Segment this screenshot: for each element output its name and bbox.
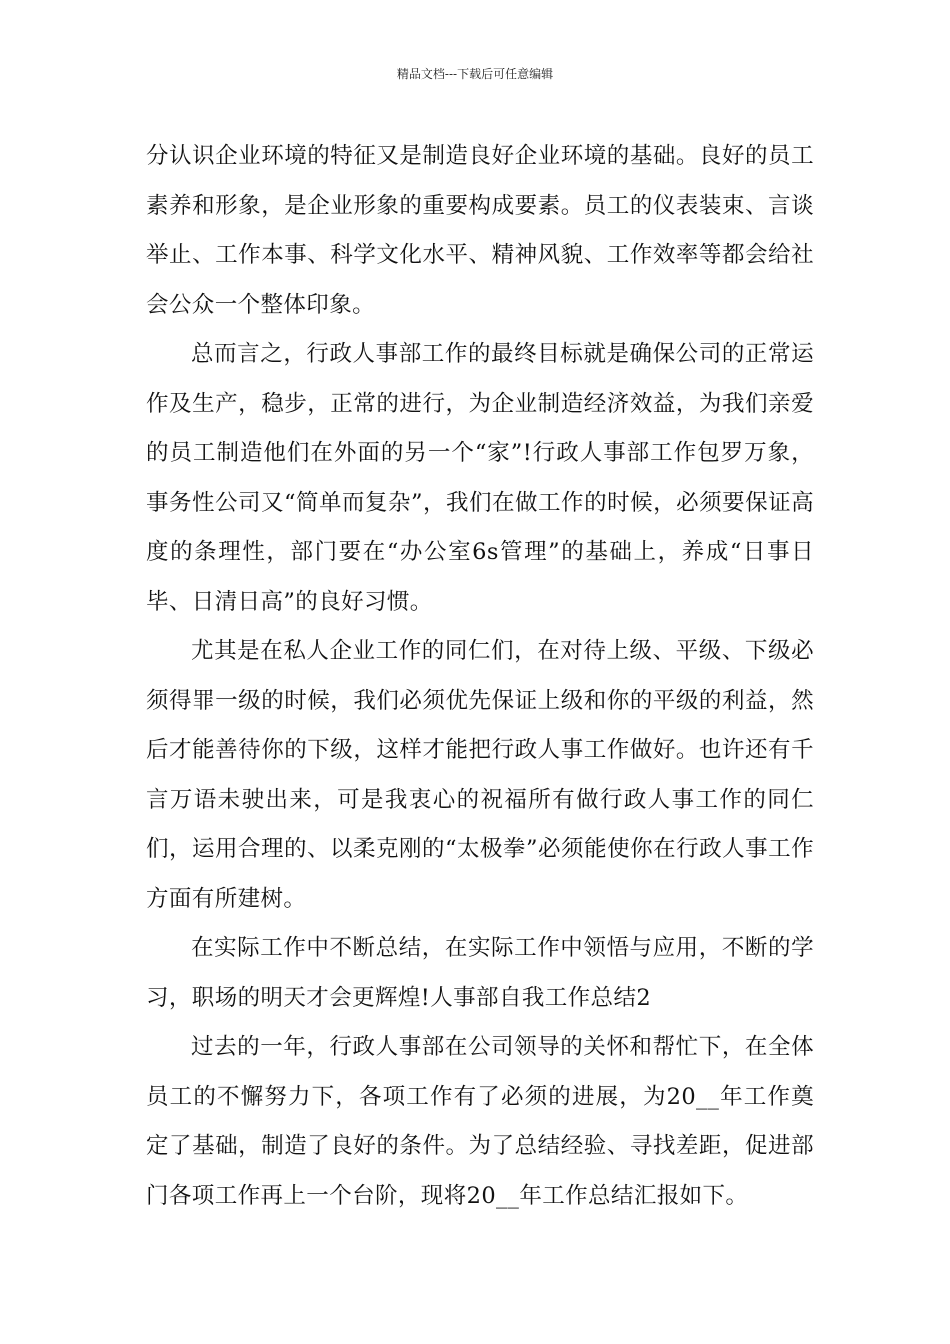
paragraph-5: 过去的一年，行政人事部在公司领导的关怀和帮忙下，在全体员工的不懈努力下，各项工作有了必须的进展，为20__年工作奠定了基础，制造了良好的条件。为了总结经验、寻找差距，促进部门各项工作再上一个台阶，现将20__年工作总结汇报如下。 [146, 1034, 814, 1209]
paragraph-2: 总而言之，行政人事部工作的最终目标就是确保公司的正常运作及生产，稳步，正常的进行，为企业制造经济效益，为我们亲爱的员工制造他们在外面的另一个“家”!行政人事部工作包罗万象，事务性公司又“简单而复杂”，我们在做工作的时候，必须要保证高度的条理性，部门要在“办公室6s管理”的基础上，养成“日事日毕、日清日高”的良好习惯。 [146, 341, 814, 615]
paragraph-1: 分认识企业环境的特征又是制造良好企业环境的基础。良好的员工素养和形象，是企业形象的重要构成要素。员工的仪表装束、言谈举止、工作本事、科学文化水平、精神风貌、工作效率等都会给社会公众一个整体印象。 [146, 143, 814, 318]
paragraph-4: 在实际工作中不断总结，在实际工作中领悟与应用，不断的学习，职场的明天才会更辉煌!人事部自我工作总结2 [146, 935, 814, 1011]
page-header: 精品文档---下载后可任意编辑 [396, 67, 554, 81]
paragraph-3: 尤其是在私人企业工作的同仁们，在对待上级、平级、下级必须得罪一级的时候，我们必须优先保证上级和你的平级的利益，然后才能善待你的下级，这样才能把行政人事工作做好。也许还有千言万语未驶出来，可是我衷心的祝福所有做行政人事工作的同仁们，运用合理的、以柔克刚的“太极拳”必须能使你在行政人事工作方面有所建树。 [146, 638, 814, 912]
document-body [146, 132, 814, 1221]
